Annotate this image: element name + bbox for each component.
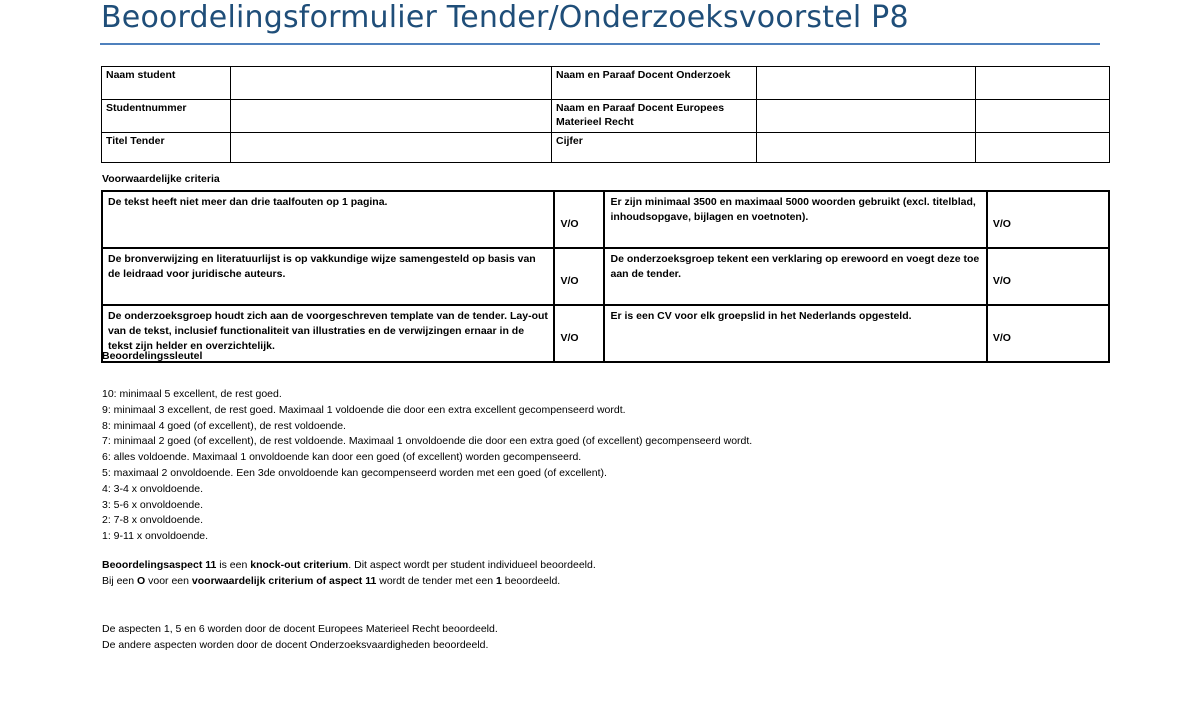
list-item: 10: minimaal 5 excellent, de rest goed.	[102, 388, 282, 400]
label-docent-europees-line2: Materieel Recht	[556, 116, 634, 128]
vo-checkbox[interactable]: V/O	[554, 191, 604, 248]
field-cijfer-extra[interactable]	[976, 133, 1110, 163]
field-paraaf-europees[interactable]	[976, 100, 1110, 133]
bold-text: knock-out criterium	[250, 559, 349, 571]
text: wordt de tender met een	[376, 574, 496, 587]
criteria-row	[102, 191, 1109, 248]
list-item: 9: minimaal 3 excellent, de rest goed. Maximaal 1 voldoende die door een extra excellent gecompenseerd wordt.	[102, 403, 626, 416]
aspects-line: De andere aspecten worden door de docent Onderzoeksvaardigheden beoordeeld.	[102, 638, 489, 651]
label-naam-student: Naam student	[102, 67, 231, 100]
knockout-note	[102, 558, 596, 590]
field-naam-student[interactable]	[231, 67, 552, 100]
grading-key-list	[102, 387, 752, 545]
page-title: Beoordelingsformulier Tender/Onderzoeksvoorstel P8	[101, 0, 909, 35]
vo-checkbox[interactable]: V/O	[554, 248, 604, 305]
label-docent-europees-line1: Naam en Paraaf Docent Europees	[556, 102, 725, 114]
aspects-line: De aspecten 1, 5 en 6 worden door de docent Europees Materieel Recht beoordeeld.	[102, 623, 498, 635]
list-item: 1: 9-11 x onvoldoende.	[102, 530, 209, 543]
criterion-text: De bronverwijzing en literatuurlijst is op vakkundige wijze samengesteld op basis van de leidraad voor juridische auteurs.	[102, 248, 554, 305]
bold-text: O	[137, 574, 146, 587]
criteria-table	[101, 190, 1110, 363]
bold-text: voorwaardelijk criterium of aspect 11	[191, 574, 377, 587]
label-docent-europees	[552, 100, 757, 133]
list-item: 4: 3-4 x onvoldoende.	[102, 482, 203, 495]
criterion-text: De tekst heeft niet meer dan drie taalfouten op 1 pagina.	[102, 191, 554, 248]
criteria-row	[102, 248, 1109, 305]
label-studentnummer: Studentnummer	[102, 100, 231, 133]
text: beoordeeld.	[501, 574, 561, 587]
list-item: 6: alles voldoende. Maximaal 1 onvoldoende kan door een goed (of excellent) worden gecompenseerd.	[102, 451, 582, 464]
criterion-text: Er is een CV voor elk groepslid in het Nederlands opgesteld.	[604, 305, 986, 362]
knockout-line-1	[102, 558, 596, 574]
knockout-line-2	[102, 574, 596, 590]
vo-checkbox[interactable]: V/O	[554, 305, 604, 362]
beoordelingssleutel-label: Beoordelingssleutel	[102, 350, 203, 362]
title-underline	[100, 43, 1100, 45]
criterion-text: De onderzoeksgroep tekent een verklaring op erewoord en voegt deze toe aan de tender.	[604, 248, 986, 305]
list-item: 2: 7-8 x onvoldoende.	[102, 514, 203, 527]
bold-text: 1	[495, 574, 502, 587]
text: . Dit aspect wordt per student individueel beoordeeld.	[348, 559, 596, 571]
list-item: 7: minimaal 2 goed (of excellent), de rest voldoende. Maximaal 1 onvoldoende die door een extra goed (of excellent) gecompenseerd wordt.	[102, 435, 753, 448]
voorwaardelijke-criteria-label: Voorwaardelijke criteria	[102, 173, 220, 185]
list-item: 8: minimaal 4 goed (of excellent), de rest voldoende.	[102, 419, 346, 432]
criterion-text: Er zijn minimaal 3500 en maximaal 5000 woorden gebruikt (excl. titelblad, inhoudsopgave, bijlagen en voetnoten).	[604, 191, 986, 248]
field-paraaf-onderzoek[interactable]	[976, 67, 1110, 100]
bold-text: Beoordelingsaspect 11	[102, 559, 217, 571]
list-item: 3: 5-6 x onvoldoende.	[102, 498, 203, 511]
vo-checkbox[interactable]: V/O	[987, 305, 1109, 362]
label-docent-onderzoek: Naam en Paraaf Docent Onderzoek	[552, 67, 757, 100]
criteria-row	[102, 305, 1109, 362]
list-item: 5: maximaal 2 onvoldoende. Een 3de onvoldoende kan gecompenseerd worden met een goed (of excellent).	[102, 466, 607, 479]
field-titel-tender[interactable]	[231, 133, 552, 163]
field-docent-europees[interactable]	[757, 100, 976, 133]
aspects-note	[102, 622, 498, 654]
field-cijfer[interactable]	[757, 133, 976, 163]
criterion-text: De onderzoeksgroep houdt zich aan de voorgeschreven template van de tender. Lay-out van de tekst, inclusief functionaliteit van illustraties en de verwijzingen ernaar in de tekst zijn helder en overzichtelijk.	[102, 305, 554, 362]
label-cijfer: Cijfer	[552, 133, 757, 163]
field-docent-onderzoek[interactable]	[757, 67, 976, 100]
vo-checkbox[interactable]: V/O	[987, 248, 1109, 305]
text: is een	[216, 559, 251, 571]
vo-checkbox[interactable]: V/O	[987, 191, 1109, 248]
text: voor een	[145, 574, 192, 587]
student-info-table	[101, 66, 1110, 163]
text: Bij een	[102, 574, 138, 587]
field-studentnummer[interactable]	[231, 100, 552, 133]
label-titel-tender: Titel Tender	[102, 133, 231, 163]
